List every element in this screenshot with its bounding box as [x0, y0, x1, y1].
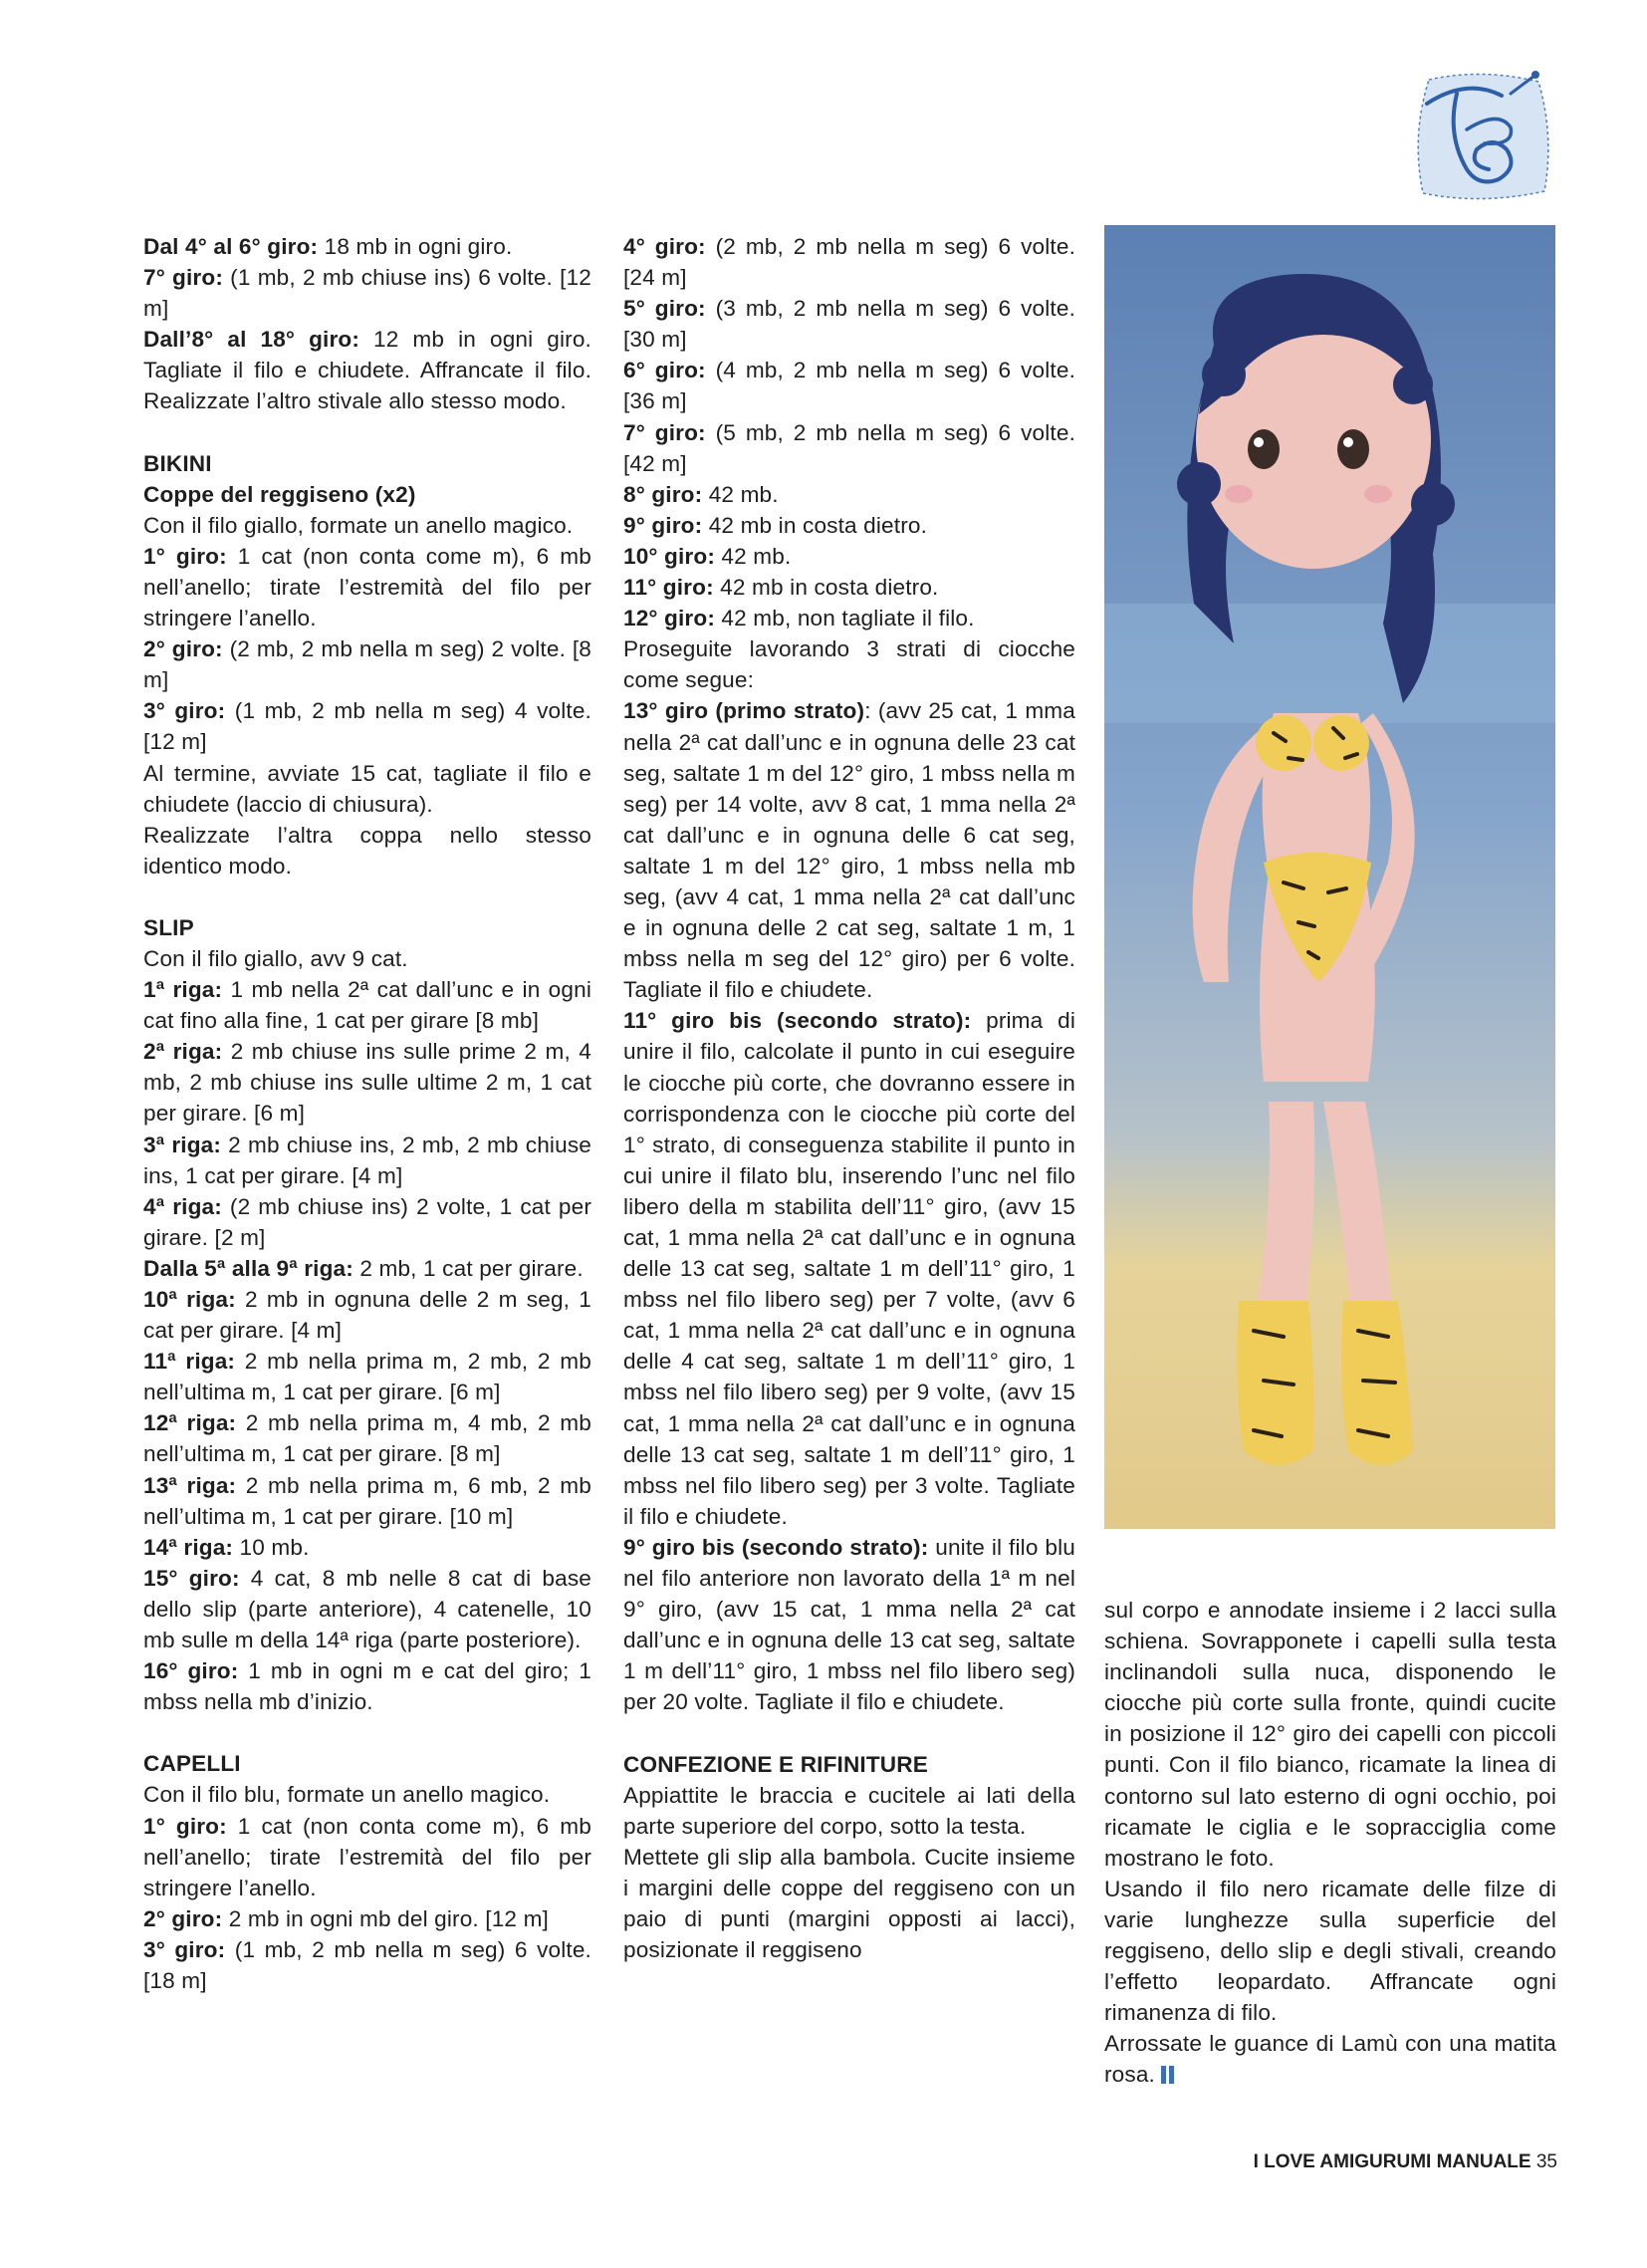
paragraph: Dal 4° al 6° giro: 18 mb in ogni giro. — [143, 234, 513, 259]
column-1 — [143, 231, 591, 1996]
paragraph: Dall’8° al 18° giro: 12 mb in ogni giro. Tagliate il filo e chiudete. Affrancate il filo. Realizzate l’altro stivale allo stesso modo. — [143, 327, 591, 414]
paragraph: 14ª riga: 10 mb. — [143, 1534, 310, 1560]
paragraph: 9° giro: 42 mb in costa dietro. — [623, 512, 928, 538]
amigurumi-doll-photo — [1104, 225, 1555, 1529]
page-number: 35 — [1535, 2151, 1557, 2172]
paragraph: 11ª riga: 2 mb nella prima m, 2 mb, 2 mb nell’ultima m, 1 cat per girare. [6 m] — [143, 1349, 591, 1405]
paragraph: 3° giro: (1 mb, 2 mb nella m seg) 4 volte. [12 m] — [143, 698, 591, 755]
magazine-logo-icon — [1407, 66, 1556, 205]
paragraph: 10ª riga: 2 mb in ognuna delle 2 m seg, 1 cat per girare. [4 m] — [143, 1287, 591, 1344]
section-heading-confezione: CONFEZIONE E RIFINITURE — [623, 1751, 928, 1777]
paragraph: 12ª riga: 2 mb nella prima m, 4 mb, 2 mb nell’ultima m, 1 cat per girare. [8 m] — [143, 1410, 591, 1467]
paragraph: Dalla 5ª alla 9ª riga: 2 mb, 1 cat per girare. — [143, 1255, 584, 1281]
paragraph: 11° giro bis (secondo strato): prima di unire il filo, calcolate il punto in cui eseguire le ciocche più corte, che dovranno essere in corrispondenza con le ciocche più corte del 1° strato, di conseguenza stabilite il punto in cui unire il filato blu, inserendo l’unc nel filo libero della m stabilita dell’11° giro, (avv 15 cat, 1 mma nella 2ª cat dall’unc e in ognuna delle 13 cat seg, saltate 1 m dell’11° giro, 1 mbss nel filo libero seg) per 7 volte, (avv 6 cat, 1 mma nella 2ª cat dall’unc e in ognuna delle 4 cat seg, saltate 1 m dell’11° giro, 1 mbss nel filo libero seg) per 9 volte, (avv 15 cat, 1 mma nella 2ª cat dall’unc e in ognuna delle 13 cat seg, saltate 1 m dell’11° giro, 1 mbss nel filo libero seg) per 3 volte. Tagliate il filo e chiudete. — [623, 1008, 1075, 1529]
paragraph: Con il filo blu, formate un anello magico. — [143, 1782, 551, 1808]
paragraph: 7° giro: (5 mb, 2 mb nella m seg) 6 volte. [42 m] — [623, 419, 1075, 476]
section-heading-capelli: CAPELLI — [143, 1751, 241, 1777]
paragraph: 1° giro: 1 cat (non conta come m), 6 mb nell’anello; tirate l’estremità del filo per stringere l’anello. — [143, 543, 591, 631]
column-3 — [1104, 1595, 1556, 2091]
section-heading-slip: SLIP — [143, 914, 194, 940]
paragraph: Realizzate l’altra coppa nello stesso identico modo. — [143, 822, 591, 879]
paragraph: Arrossate le guance di Lamù con una matita rosa. — [1104, 2031, 1556, 2088]
paragraph: Proseguite lavorando 3 strati di ciocche come segue: — [623, 636, 1075, 693]
paragraph: Appiattite le braccia e cucitele ai lati della parte superiore del corpo, sotto la testa. — [623, 1782, 1075, 1839]
paragraph: 2° giro: (2 mb, 2 mb nella m seg) 2 volte. [8 m] — [143, 636, 591, 693]
paragraph: 4° giro: (2 mb, 2 mb nella m seg) 6 volte. [24 m] — [623, 234, 1075, 291]
paragraph: Usando il filo nero ricamate delle filze di varie lunghezze sulla superficie del reggiseno, dello slip e degli stivali, creando l’effetto leopardato. Affrancate ogni rimanenza di filo. — [1104, 1876, 1556, 2026]
paragraph: 16° giro: 1 mb in ogni m e cat del giro; 1 mbss nella mb d’inizio. — [143, 1658, 591, 1715]
subheading-coppe: Coppe del reggiseno (x2) — [143, 481, 416, 507]
paragraph: sul corpo e annodate insieme i 2 lacci sulla schiena. Sovrapponete i capelli sulla testa inclinandoli sulla nuca, disponendo le ciocche più corte sulla fronte, quindi cucite in posizione il 12° giro dei capelli con piccoli punti. Con il filo bianco, ricamate la linea di contorno sul lato esterno di ogni occhio, poi ricamate le ciglia e le sopracciglia come mostrano le foto. — [1104, 1598, 1556, 1871]
paragraph: 13ª riga: 2 mb nella prima m, 6 mb, 2 mb nell’ultima m, 1 cat per girare. [10 m] — [143, 1472, 591, 1529]
paragraph: 1ª riga: 1 mb nella 2ª cat dall’unc e in ogni cat fino alla fine, 1 cat per girare [8 mb] — [143, 977, 591, 1034]
paragraph: 3° giro: (1 mb, 2 mb nella m seg) 6 volte. [18 m] — [143, 1936, 591, 1993]
page-footer — [1254, 2151, 1557, 2173]
paragraph: 13° giro (primo strato): (avv 25 cat, 1 mma nella 2ª cat dall’unc e in ognuna delle 23 cat seg, saltate 1 m del 12° giro, 1 mbss nella m seg) per 14 volte, avv 8 cat, 1 mma nella 2ª cat dall’unc e in ognuna delle 6 cat seg, saltate 1 m del 12° giro, 1 mbss nella mb seg, (avv 4 cat, 1 mma nella 2ª cat dall’unc e in ognuna delle 2 cat seg, saltate 1 m, 1 mbss nella m seg del 12° giro) per 6 volte. Tagliate il filo e chiudete. — [623, 698, 1075, 1003]
paragraph: 2ª riga: 2 mb chiuse ins sulle prime 2 m, 4 mb, 2 mb chiuse ins sulle ultime 2 m, 1 cat per girare. [6 m] — [143, 1039, 591, 1127]
paragraph: Con il filo giallo, formate un anello magico. — [143, 512, 574, 538]
paragraph: 2° giro: 2 mb in ogni mb del giro. [12 m] — [143, 1905, 549, 1931]
paragraph: 10° giro: 42 mb. — [623, 543, 792, 569]
paragraph: 4ª riga: (2 mb chiuse ins) 2 volte, 1 cat per girare. [2 m] — [143, 1193, 591, 1250]
paragraph: 7° giro: (1 mb, 2 mb chiuse ins) 6 volte. [12 m] — [143, 265, 591, 322]
paragraph: Mettete gli slip alla bambola. Cucite insieme i margini delle coppe del reggiseno con un paio di punti (margini opposti ai lacci), posizionate il reggiseno — [623, 1844, 1075, 1963]
section-heading-bikini: BIKINI — [143, 450, 212, 476]
paragraph: 12° giro: 42 mb, non tagliate il filo. — [623, 606, 975, 631]
paragraph: 11° giro: 42 mb in costa dietro. — [623, 575, 939, 601]
end-of-article-icon — [1161, 2066, 1166, 2084]
paragraph: 8° giro: 42 mb. — [623, 481, 779, 507]
paragraph: Al termine, avviate 15 cat, tagliate il filo e chiudete (laccio di chiusura). — [143, 760, 591, 817]
paragraph: 9° giro bis (secondo strato): unite il filo blu nel filo anteriore non lavorato della 1ª m nel 9° giro, (avv 15 cat, 1 mma nella 2ª cat dall’unc e in ognuna delle 13 cat seg, saltate 1 m dell’11° giro, 1 mbss nel filo libero seg) per 20 volte. Tagliate il filo e chiudete. — [623, 1534, 1075, 1715]
paragraph: 15° giro: 4 cat, 8 mb nelle 8 cat di base dello slip (parte anteriore), 4 catenelle, 10 mb sulle m della 14ª riga (parte posteriore). — [143, 1565, 591, 1653]
paragraph: 1° giro: 1 cat (non conta come m), 6 mb nell’anello; tirate l’estremità del filo per stringere l’anello. — [143, 1813, 591, 1900]
paragraph: Con il filo giallo, avv 9 cat. — [143, 945, 408, 971]
paragraph: 6° giro: (4 mb, 2 mb nella m seg) 6 volte. [36 m] — [623, 358, 1075, 414]
paragraph: 5° giro: (3 mb, 2 mb nella m seg) 6 volte. [30 m] — [623, 296, 1075, 353]
paragraph: 3ª riga: 2 mb chiuse ins, 2 mb, 2 mb chiuse ins, 1 cat per girare. [4 m] — [143, 1132, 591, 1188]
column-2 — [623, 231, 1075, 1965]
magazine-title: I LOVE AMIGURUMI MANUALE — [1253, 2151, 1531, 2172]
